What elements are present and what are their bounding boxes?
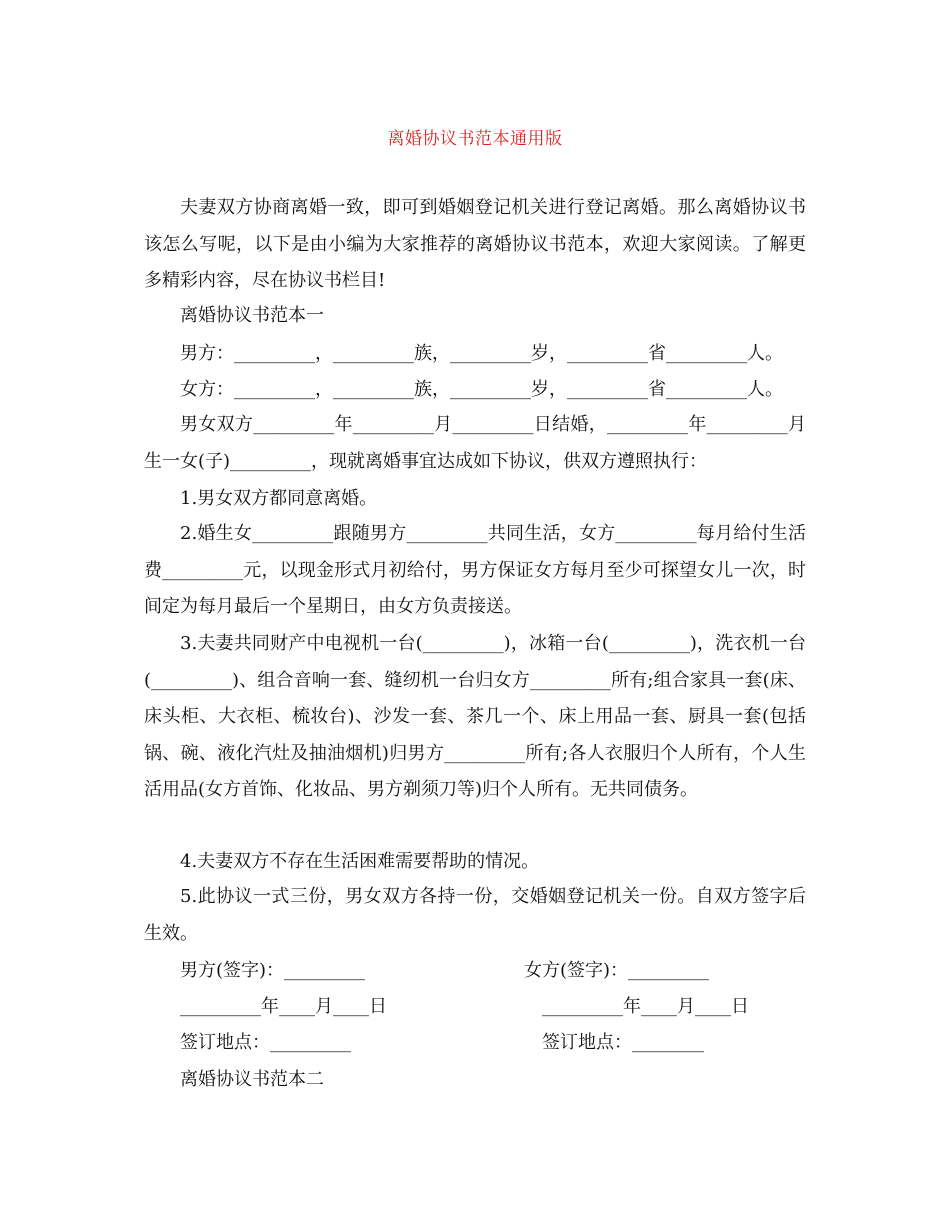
female-info-line: 女方：_________，_________族，_________岁，_________省_________人。 xyxy=(180,379,783,400)
male-place-line: 签订地点：_________ xyxy=(180,1032,351,1053)
marriage-paragraph: 男女双方_________年_________月_________日结婚，_________年_________月生一女(子)_________，现就离婚事宜达成如下协议，供双方遵照执行： xyxy=(144,414,806,472)
intro-paragraph: 夫妻双方协商离婚一致，即可到婚姻登记机关进行登记离婚。那么离婚协议书该怎么写呢，以下是由小编为大家推荐的离婚协议书范本，欢迎大家阅读。了解更多精彩内容，尽在协议书栏目! xyxy=(144,197,806,291)
clause-1: 1.男女双方都同意离婚。 xyxy=(180,488,378,509)
document-title: 离婚协议书范本通用版 xyxy=(387,129,563,149)
clause-5: 5.此协议一式三份，男女双方各持一份，交婚姻登记机关一份。自双方签字后生效。 xyxy=(144,886,806,944)
clause-3: 3.夫妻共同财产中电视机一台(_________)，冰箱一台(_________)，洗衣机一台(_________)、组合音响一套、缝纫机一台归女方_________所有;组合家具一套(床、床头柜、大衣柜、梳妆台)、沙发一套、茶几一个、床上用品一套、厨具一套(包括锅、碗、液化汽灶及抽油烟机)归男方_________所有;各人衣服归个人所有，个人生活用品(女方首饰、化妆品、男方剃须刀等)归个人所有。无共同债务。 xyxy=(144,633,806,800)
female-signature-line: 女方(签字)：_________ xyxy=(524,960,710,981)
male-signature-line: 男方(签字)：_________ xyxy=(180,960,366,981)
female-date-line: _________年____月____日 xyxy=(542,996,749,1017)
male-info-line: 男方：_________，_________族，_________岁，_________省_________人。 xyxy=(180,343,783,364)
female-place-line: 签订地点：________ xyxy=(542,1032,704,1053)
male-date-line: _________年____月____日 xyxy=(180,996,387,1017)
section1-heading: 离婚协议书范本一 xyxy=(180,305,324,326)
clause-4: 4.夫妻双方不存在生活困难需要帮助的情况。 xyxy=(180,851,540,872)
clause-2: 2.婚生女_________跟随男方_________共同生活，女方_________每月给付生活费_________元，以现金形式月初给付，男方保证女方每月至少可探望女儿一次，时间定为每月最后一个星期日，由女方负责接送。 xyxy=(144,523,806,617)
section2-heading: 离婚协议书范本二 xyxy=(180,1069,324,1090)
